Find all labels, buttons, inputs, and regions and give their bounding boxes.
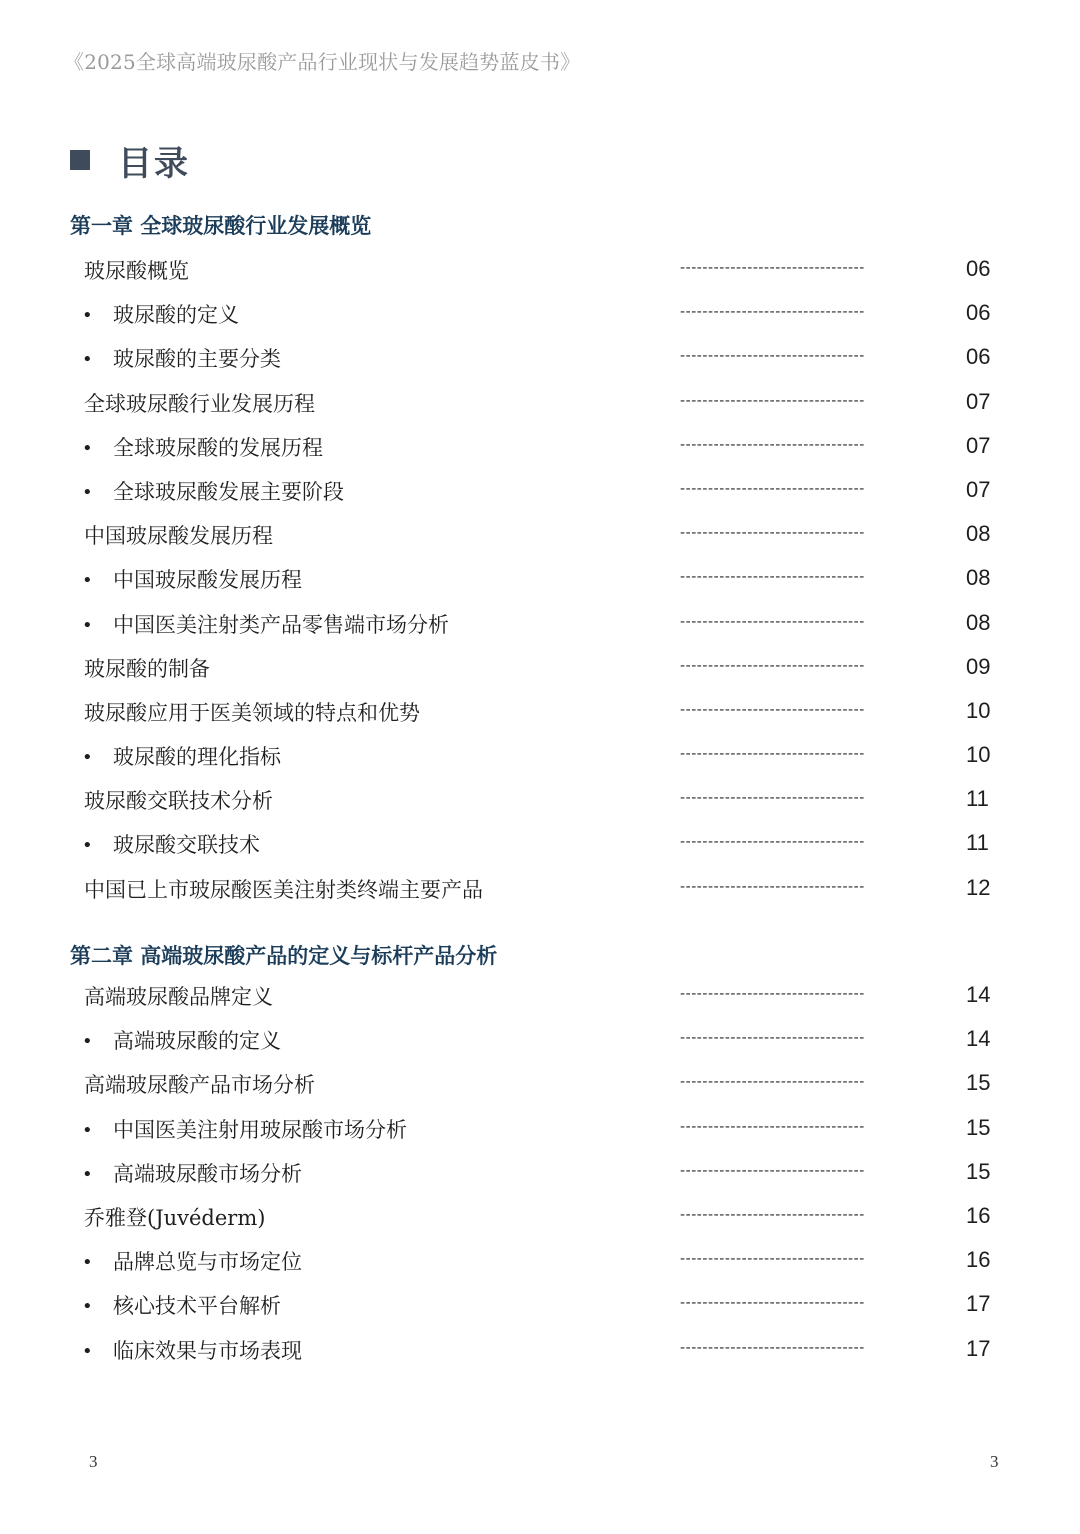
toc-entry[interactable] [0,778,1080,822]
bullet-icon: • [82,747,93,769]
toc-page-number: 11 [966,786,989,812]
toc-subentry[interactable] [0,425,1080,469]
chapter-1-entries [0,248,1080,911]
toc-page-number: 12 [966,874,991,900]
toc-entry[interactable] [0,1195,1080,1239]
toc-entry-label: 全球玻尿酸发展主要阶段 [113,479,344,504]
toc-subentry[interactable] [0,1239,1080,1283]
toc-subentry[interactable] [0,602,1080,646]
bullet-icon: • [82,1119,93,1141]
toc-entry-label: 玻尿酸的制备 [84,656,210,681]
dotted-leader: --------------------------------- [680,701,865,718]
toc-page-number: 15 [966,1114,991,1140]
bullet-icon: • [82,1340,93,1362]
dotted-leader: --------------------------------- [680,1339,865,1356]
toc-page-number: 06 [966,300,991,326]
dotted-leader: --------------------------------- [680,525,865,542]
dotted-leader: --------------------------------- [680,569,865,586]
toc-entry[interactable] [0,974,1080,1018]
toc-page-number: 15 [966,1158,991,1184]
dotted-leader: --------------------------------- [680,1251,865,1268]
toc-entry-label: 中国医美注射类产品零售端市场分析 [113,612,449,637]
toc-page-number: 17 [966,1335,991,1361]
bullet-icon: • [82,1252,93,1274]
toc-entry-label: 高端玻尿酸产品市场分析 [84,1073,315,1098]
toc-page-number: 10 [966,697,991,723]
toc-entry[interactable] [0,513,1080,557]
toc-page-number: 09 [966,653,991,679]
toc-entry-label: 玻尿酸交联技术分析 [84,789,273,814]
page-number-right: 3 [990,1452,999,1471]
bullet-icon: • [82,570,93,592]
toc-subentry[interactable] [0,1328,1080,1372]
dotted-leader: --------------------------------- [680,348,865,365]
toc-page-number: 07 [966,388,991,414]
toc-entry-label: 高端玻尿酸品牌定义 [84,985,273,1009]
dotted-leader: --------------------------------- [680,480,865,497]
toc-entry[interactable] [0,690,1080,734]
toc-page-number: 08 [966,565,991,591]
toc-page-number: 11 [966,830,989,856]
toc-page-number: 16 [966,1247,991,1273]
document-header: 《2025全球高端玻尿酸产品行业现状与发展趋势蓝皮书》 [64,50,581,74]
toc-entry[interactable] [0,867,1080,911]
toc-subentry[interactable] [0,1151,1080,1195]
toc-entry[interactable] [0,248,1080,292]
page-number-left: 3 [89,1452,98,1471]
toc-page-number: 06 [966,256,991,281]
toc-subentry[interactable] [0,336,1080,380]
toc-entry-label: 乔雅登(Juvéderm) [84,1205,266,1230]
toc-entry-label: 中国已上市玻尿酸医美注射类终端主要产品 [84,877,483,902]
dotted-leader: --------------------------------- [680,1118,865,1135]
toc-entry-label: 核心技术平台解析 [113,1294,281,1319]
bullet-icon: • [82,1163,93,1185]
toc-entry[interactable] [0,1062,1080,1106]
toc-entry-label: 玻尿酸的主要分类 [113,347,281,372]
toc-entry-label: 玻尿酸概览 [84,259,189,283]
dotted-leader: --------------------------------- [680,1162,865,1179]
dotted-leader: --------------------------------- [680,657,865,674]
bullet-icon: • [82,1031,93,1053]
toc-entry-label: 品牌总览与市场定位 [113,1250,302,1275]
toc-page-number: 14 [966,1026,991,1052]
toc-page-number: 07 [966,476,991,502]
dotted-leader: --------------------------------- [680,613,865,630]
toc-page-number: 07 [966,432,991,458]
dotted-leader: --------------------------------- [680,1206,865,1223]
toc-subentry[interactable] [0,557,1080,601]
toc-subentry[interactable] [0,469,1080,513]
dotted-leader: --------------------------------- [680,986,865,1002]
toc-subentry[interactable] [0,1107,1080,1151]
bullet-icon: • [82,349,93,371]
dotted-leader: --------------------------------- [680,392,865,409]
toc-entry[interactable] [0,646,1080,690]
dotted-leader: --------------------------------- [680,260,865,276]
dotted-leader: --------------------------------- [680,878,865,895]
toc-subentry[interactable] [0,292,1080,336]
toc-entry-label: 全球玻尿酸的发展历程 [113,435,323,460]
toc-page-number: 17 [966,1291,991,1317]
dotted-leader: --------------------------------- [680,1074,865,1091]
toc-subentry[interactable] [0,1283,1080,1327]
dotted-leader: --------------------------------- [680,1030,865,1047]
toc-entry-label: 高端玻尿酸市场分析 [113,1161,302,1186]
chapter-2-title: 第二章 高端玻尿酸产品的定义与标杆产品分析 [70,943,498,968]
chapter-2-entries [0,974,1080,1372]
square-bullet-icon [70,150,90,170]
toc-entry-label: 玻尿酸的定义 [113,303,239,328]
toc-entry-label: 高端玻尿酸的定义 [113,1029,281,1054]
toc-entry-label: 中国玻尿酸发展历程 [113,568,302,593]
toc-heading [70,136,190,184]
toc-entry-label: 全球玻尿酸行业发展历程 [84,391,315,416]
chapter-1-title: 第一章 全球玻尿酸行业发展概览 [70,213,372,238]
toc-page-number: 08 [966,521,991,547]
dotted-leader: --------------------------------- [680,834,865,851]
toc-subentry[interactable] [0,734,1080,778]
toc-entry-label: 玻尿酸应用于医美领域的特点和优势 [84,700,420,725]
toc-entry-label: 中国玻尿酸发展历程 [84,524,273,549]
toc-entry-label: 中国医美注射用玻尿酸市场分析 [113,1117,407,1142]
toc-page-number: 06 [966,344,991,370]
dotted-leader: --------------------------------- [680,436,865,453]
toc-subentry[interactable] [0,1018,1080,1062]
toc-subentry[interactable] [0,822,1080,866]
dotted-leader: --------------------------------- [680,304,865,321]
toc-entry[interactable] [0,381,1080,425]
toc-page-number: 15 [966,1070,991,1096]
bullet-icon: • [82,437,93,459]
bullet-icon: • [82,305,93,327]
dotted-leader: --------------------------------- [680,1295,865,1312]
toc-title: 目录 [118,143,190,184]
toc-page-number: 10 [966,742,991,768]
bullet-icon: • [82,835,93,857]
dotted-leader: --------------------------------- [680,746,865,763]
toc-entry-label: 玻尿酸交联技术 [113,833,260,858]
toc-page-number: 16 [966,1202,991,1228]
toc-page-number: 08 [966,609,991,635]
bullet-icon: • [82,481,93,503]
toc-page-number: 14 [966,982,991,1007]
bullet-icon: • [82,614,93,636]
toc-entry-label: 玻尿酸的理化指标 [113,745,281,770]
dotted-leader: --------------------------------- [680,790,865,807]
bullet-icon: • [82,1296,93,1318]
toc-entry-label: 临床效果与市场表现 [113,1338,302,1363]
